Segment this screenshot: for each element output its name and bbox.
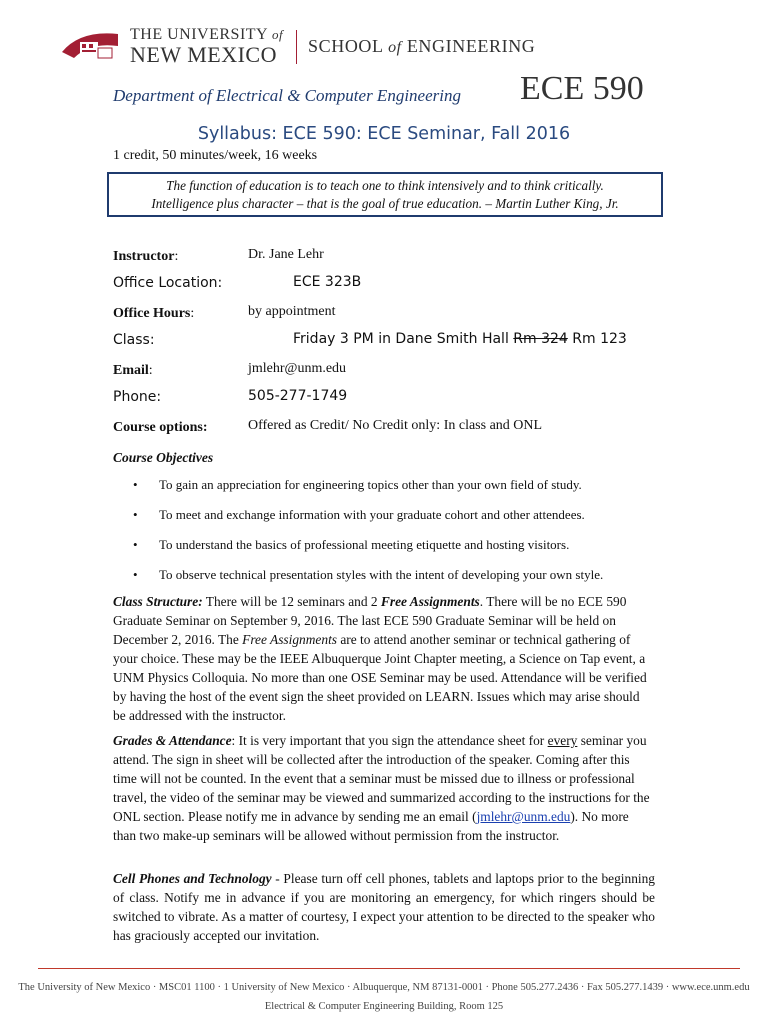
phone-value: 505-277-1749	[248, 388, 348, 404]
footer-divider	[38, 968, 740, 969]
cell-phones-paragraph: Cell Phones and Technology - Please turn off cell phones, tablets and laptops prior to the beginning of class. Notify me in advance if you are monitoring an emergency, for which ringers should be switched to vibrate. As a matter of courtesy, I expect your attention to be directed to the speaker who has graciously accepted our invitation.	[113, 871, 655, 943]
office-hours-label: Office Hours	[113, 306, 191, 321]
office-location-label: Office Location:	[113, 275, 223, 291]
cell-phones-heading: Cell Phones and Technology	[113, 871, 272, 886]
list-item: • To gain an appreciation for engineering topics other than your own field of study.	[113, 477, 673, 507]
class-structure-heading: Class Structure:	[113, 594, 203, 609]
course-options-value: Offered as Credit/ No Credit only: In class and ONL	[248, 418, 543, 433]
instructor-value: Dr. Jane Lehr	[248, 247, 324, 262]
class-value: Friday 3 PM in Dane Smith Hall Rm 324 Rm 123	[293, 331, 627, 347]
course-options-row	[113, 418, 208, 436]
quote-line-2: Intelligence plus character – that is the goal of true education. – Martin Luther King, Jr.	[151, 196, 619, 211]
objectives-list	[113, 477, 673, 597]
department-name: Department of Electrical & Computer Engineering	[113, 86, 461, 105]
university-name: THE UNIVERSITY of NEW MEXICO	[130, 26, 284, 67]
quote-line-1: The function of education is to teach one to think intensively and to think critically.	[166, 178, 604, 193]
objectives-heading: Course Objectives	[113, 450, 214, 465]
header-divider	[296, 30, 297, 64]
instructor-row: Instructor:	[113, 249, 179, 264]
email-label: Email	[113, 363, 149, 378]
phone-label: Phone:	[113, 389, 162, 405]
footer-address: The University of New Mexico · MSC01 1100 · 1 University of New Mexico · Albuquerque, NM 87131-0001 · Phone 505.277.2436 · Fax 505.277.1439 · www.ece.unm.edu	[18, 982, 750, 993]
email-row: Email:	[113, 363, 153, 378]
office-hours-value: by appointment	[248, 304, 336, 319]
office-location-value: ECE 323B	[293, 274, 362, 290]
letterhead	[60, 24, 720, 74]
instructor-label: Instructor	[113, 249, 175, 264]
credits-line: 1 credit, 50 minutes/week, 16 weeks	[113, 148, 318, 163]
office-location-row	[113, 274, 222, 292]
office-hours-row: Office Hours:	[113, 306, 195, 321]
footer-building: Electrical & Computer Engineering Building, Room 125	[264, 1001, 504, 1012]
phone-row	[113, 388, 161, 406]
class-structure-paragraph: Class Structure: There will be 12 seminars and 2 Free Assignments. There will be no ECE 590 Graduate Seminar on September 9, 2016. The last ECE 590 Graduate Seminar will be held on December 2, 2016. The Free Assignments are to attend another seminar or technical gathering of your choice. These may be the IEEE Albuquerque Joint Chapter meeting, a Science on Tap event, a UNM Physics Colloquia. No more than one OSE Seminar may be used. Attendance will be verified by having the host of the event sign the sheet provided on LEARN. Issues which may arise should be addressed with the instructor.	[113, 594, 647, 723]
list-item: • To observe technical presentation styles with the intent of developing your own style.	[113, 567, 673, 597]
unm-logo-icon	[60, 28, 120, 64]
class-row	[113, 331, 155, 349]
grades-paragraph: Grades & Attendance: It is very important that you sign the attendance sheet for every seminar you attend. The sign in sheet will be collected after the introduction of the speaker. Coming after this time will not be counted. In the event that a seminar must be missed due to illness or professional travel, the video of the seminar may be viewed and summarized according to the instructions for the ONL section. Please notify me in advance by sending me an email (jmlehr@unm.edu). No more than two make-up seminars will be allowed without permission from the instructor.	[113, 733, 650, 843]
email-value: jmlehr@unm.edu	[248, 361, 347, 376]
class-label: Class:	[113, 332, 155, 348]
syllabus-title: Syllabus: ECE 590: ECE Seminar, Fall 2016	[197, 124, 571, 144]
quote-box	[107, 172, 663, 217]
struck-room: Rm 324	[513, 331, 568, 347]
grades-heading: Grades & Attendance	[113, 733, 232, 748]
course-code: ECE 590	[520, 70, 644, 107]
instructor-email-link[interactable]: jmlehr@unm.edu	[476, 809, 571, 824]
course-options-label: Course options:	[113, 420, 208, 435]
school-name: SCHOOL of ENGINEERING	[308, 36, 536, 56]
list-item: • To understand the basics of professional meeting etiquette and hosting visitors.	[113, 537, 673, 567]
list-item: • To meet and exchange information with your graduate cohort and other attendees.	[113, 507, 673, 537]
